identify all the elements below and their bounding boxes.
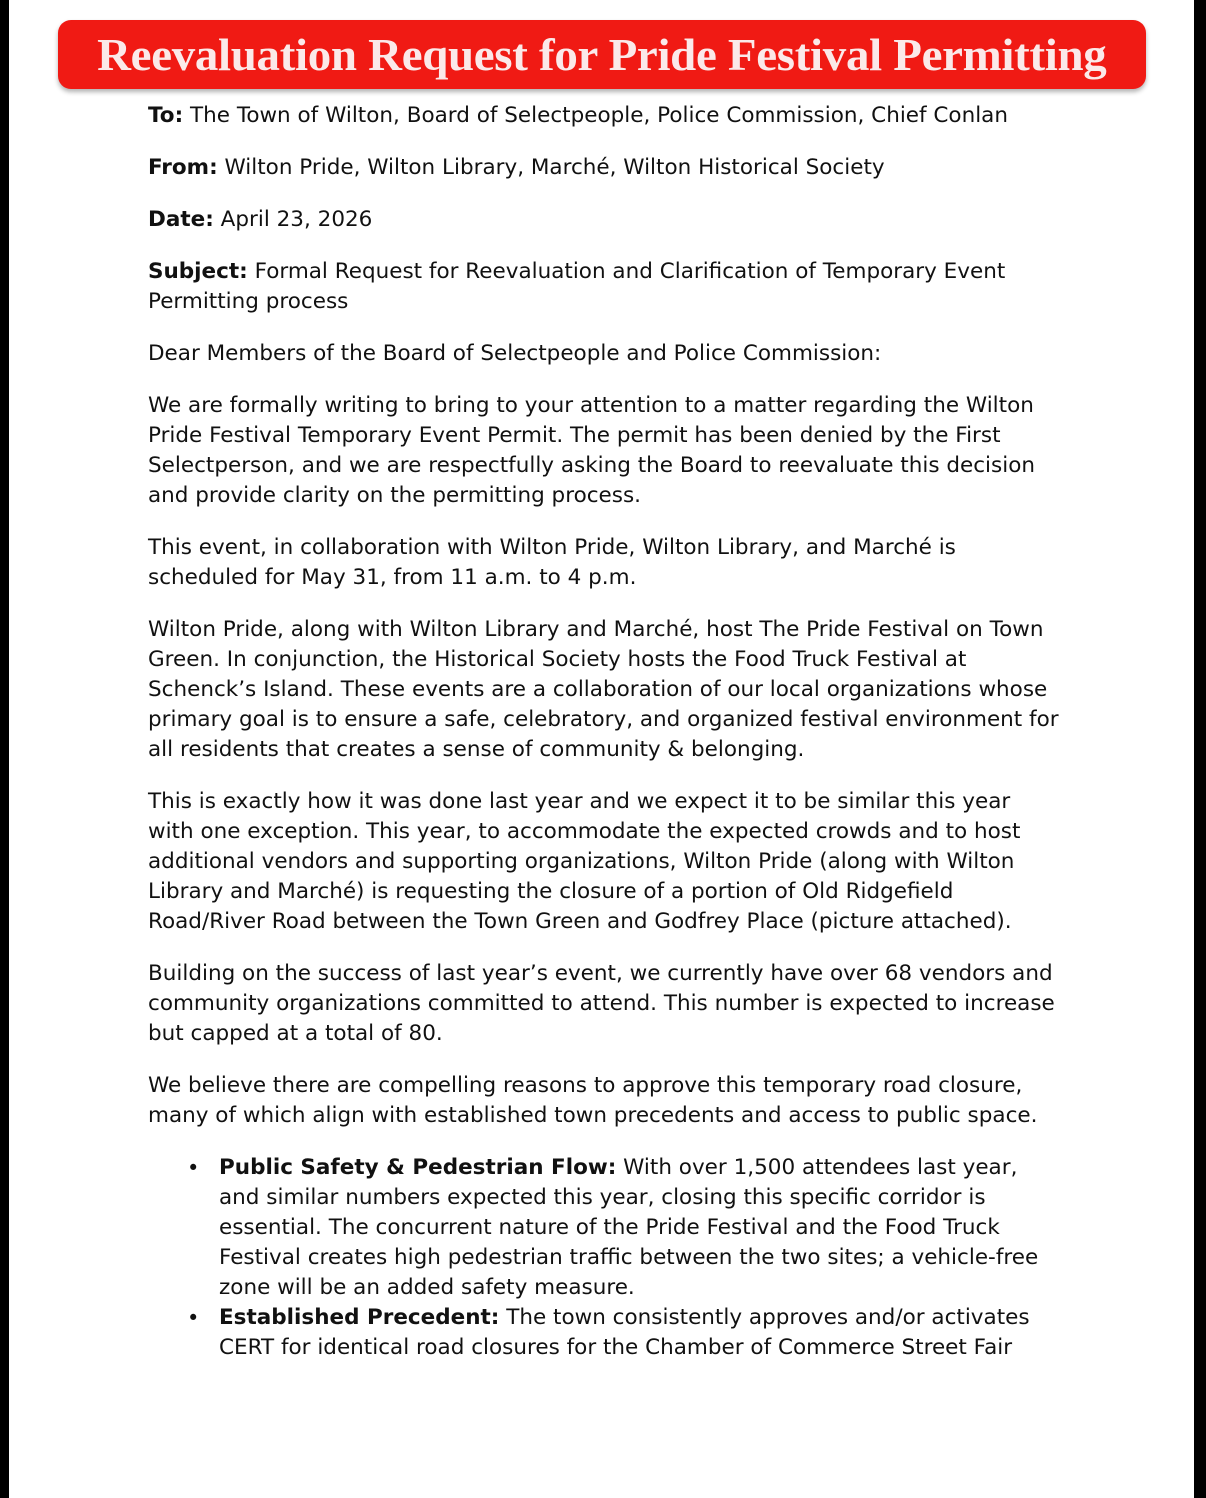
header-field-from [148, 153, 1060, 183]
reason-text-established-precedent: The town consistently approves and/or activates CERT for identical road closures for the Chamber of Commerce Street Fair [219, 1305, 1030, 1360]
left-edge-band [0, 0, 9, 1498]
header-field-from-value: Wilton Pride, Wilton Library, Marché, Wilton Historical Society [217, 155, 885, 180]
header-field-to-value: The Town of Wilton, Board of Selectpeople, Police Commission, Chief Conlan [183, 103, 1008, 128]
reason-lead-established-precedent: Established Precedent: [219, 1305, 500, 1330]
paragraph-event-hosts: Wilton Pride, along with Wilton Library and Marché, host The Pride Festival on Town Green. In conjunction, the Historical Society hosts the Food Truck Festival at Schenck’s Island. These events are a collaboration of our local organizations whose primary goal is to ensure a safe, celebratory, and organized festival environment for all residents that creates a sense of community & belonging. [148, 617, 1059, 762]
list-item [187, 1153, 1060, 1303]
right-edge-band [1194, 0, 1206, 1498]
paragraph-permit-denial: We are formally writing to bring to your attention to a matter regarding the Wilton Pride Festival Temporary Event Permit. The permit has been denied by the First Selectperson, and we are respectfully asking the Board to reevaluate this decision and provide clarity on the permitting process. [148, 393, 1035, 508]
header-field-date-value: April 23, 2026 [213, 207, 373, 232]
header-field-from-label: From: [148, 155, 218, 180]
reason-text-public-safety: With over 1,500 attendees last year, and similar numbers expected this year, closing this specific corridor is essential. The concurrent nature of the Pride Festival and the Food Truck Festival creates high pedestrian traffic between the two sites; a vehicle-free zone will be an added safety measure. [219, 1155, 1039, 1300]
reasons-list [148, 1153, 1060, 1363]
title-banner [58, 20, 1146, 89]
reason-lead-public-safety: Public Safety & Pedestrian Flow: [219, 1155, 617, 1180]
paragraph-vendor-count: Building on the success of last year’s event, we currently have over 68 vendors and community organizations committed to attend. This number is expected to increase but capped at a total of 80. [148, 961, 1055, 1046]
paragraph-event-schedule: This event, in collaboration with Wilton Pride, Wilton Library, and Marché is scheduled for May 31, from 11 a.m. to 4 p.m. [148, 535, 956, 590]
page-title: Reevaluation Request for Pride Festival Permitting [97, 28, 1107, 80]
paragraph-compelling-reasons: We believe there are compelling reasons to approve this temporary road closure, many of which align with established town precedents and access to public space. [148, 1073, 1038, 1128]
header-field-to-label: To: [148, 103, 184, 128]
header-field-subject-value: Formal Request for Reevaluation and Clarification of Temporary Event Permitting process [148, 259, 1006, 314]
header-field-subject [148, 257, 1060, 317]
paragraph-road-closure-request: This is exactly how it was done last year and we expect it to be similar this year with one exception. This year, to accommodate the expected crowds and to host additional vendors and supporting organizations, Wilton Pride (along with Wilton Library and Marché) is requesting the closure of a portion of Old Ridgefield Road/River Road between the Town Green and Godfrey Place (picture attached). [148, 789, 1021, 934]
salutation: Dear Members of the Board of Selectpeople and Police Commission: [148, 341, 882, 366]
header-field-to [148, 101, 1060, 131]
letter-body [148, 101, 1060, 1363]
list-item [187, 1303, 1060, 1363]
header-field-date [148, 205, 1060, 235]
header-field-date-label: Date: [148, 207, 214, 232]
header-field-subject-label: Subject: [148, 259, 248, 284]
